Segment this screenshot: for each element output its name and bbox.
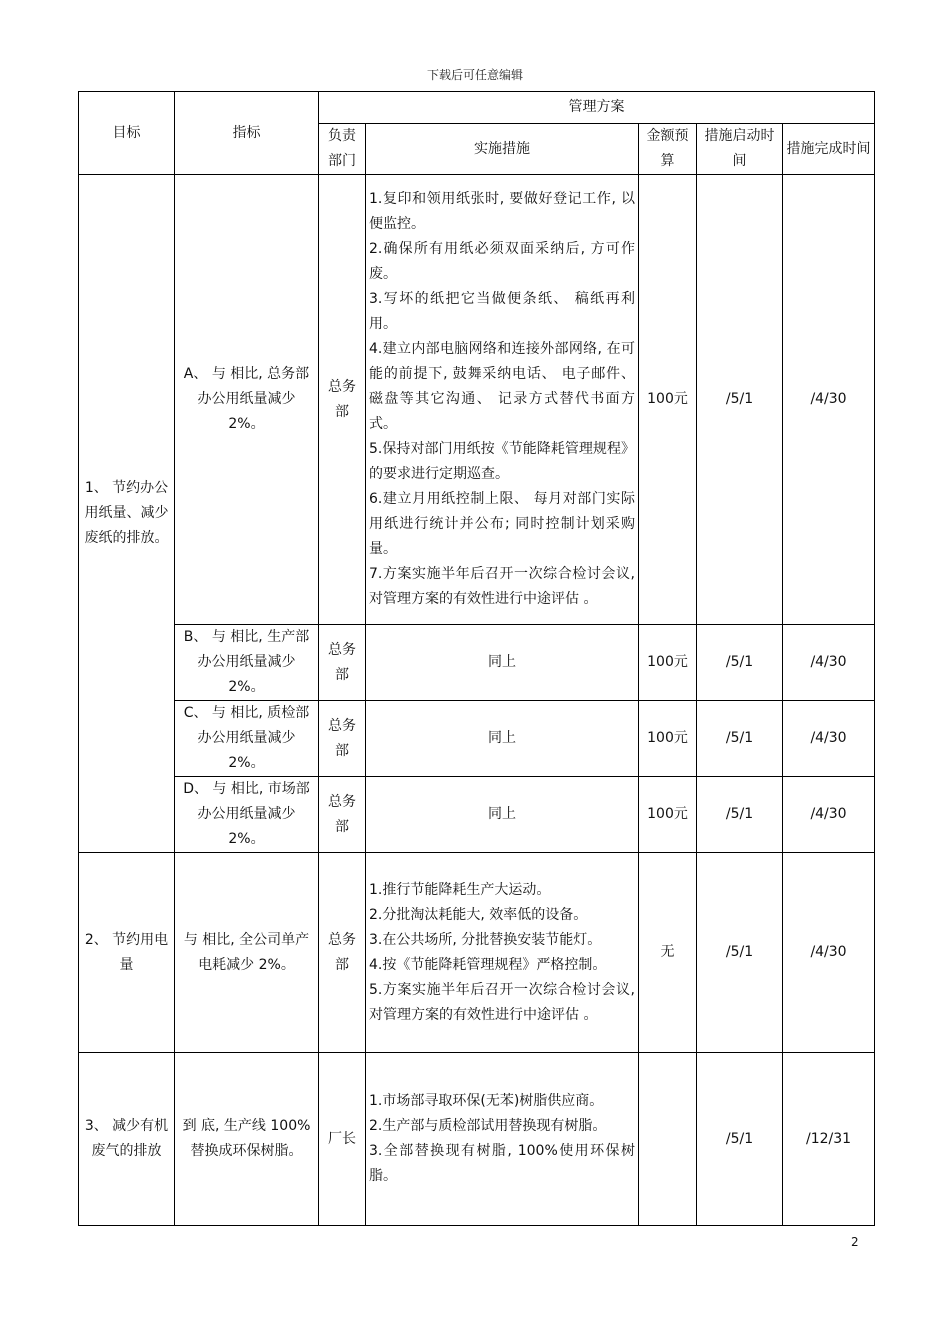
measure-item: 1.推行节能降耗生产大运动。	[369, 881, 551, 898]
budget-cell	[639, 1053, 697, 1226]
start-cell: /5/1	[697, 777, 783, 853]
header-indicator: 指标	[175, 92, 319, 175]
header-note: 下载后可任意编辑	[426, 68, 523, 82]
measure-item: 1.复印和领用纸张时, 要做好登记工作, 以便监控。	[369, 191, 635, 232]
indicator-cell: A、 与 相比, 总务部办公用纸量减少 2%。	[175, 175, 319, 625]
budget-cell: 100元	[639, 625, 697, 701]
table-row	[79, 777, 875, 853]
dept-cell: 厂长	[319, 1053, 366, 1226]
measure-item: 5.保持对部门用纸按《节能降耗管理规程》的要求进行定期巡查。	[369, 441, 635, 482]
dept-cell: 总务部	[319, 777, 366, 853]
page-number: 2	[851, 1235, 859, 1249]
end-cell: /4/30	[783, 625, 875, 701]
measures-cell: 同上	[366, 625, 639, 701]
budget-cell: 100元	[639, 175, 697, 625]
end-cell: /12/31	[783, 1053, 875, 1226]
end-cell: /4/30	[783, 175, 875, 625]
indicator-cell: B、 与 相比, 生产部办公用纸量减少 2%。	[175, 625, 319, 701]
measures-cell	[366, 853, 639, 1053]
goal-cell: 3、 减少有机废气的排放	[79, 1053, 175, 1226]
header-start: 措施启动时间	[697, 124, 783, 175]
header-plan: 管理方案	[319, 92, 875, 124]
table-row	[79, 625, 875, 701]
start-cell: /5/1	[697, 625, 783, 701]
measure-item: 3.全部替换现有树脂, 100%使用环保树脂。	[369, 1143, 635, 1184]
management-plan-table	[78, 91, 875, 1226]
indicator-cell: C、 与 相比, 质检部办公用纸量减少 2%。	[175, 701, 319, 777]
measures-cell	[366, 175, 639, 625]
end-cell: /4/30	[783, 853, 875, 1053]
table-row	[79, 1053, 875, 1226]
table-row	[79, 175, 875, 625]
start-cell: /5/1	[697, 701, 783, 777]
start-cell: /5/1	[697, 1053, 783, 1226]
header-budget: 金额预算	[639, 124, 697, 175]
header-measures: 实施措施	[366, 124, 639, 175]
budget-cell: 无	[639, 853, 697, 1053]
start-cell: /5/1	[697, 853, 783, 1053]
measure-item: 4.建立内部电脑网络和连接外部网络, 在可能的前提下, 鼓舞采纳电话、 电子邮件、 磁盘等其它沟通、 记录方式替代书面方式。	[369, 341, 635, 432]
goal-cell: 1、 节约办公用纸量、减少废纸的排放。	[79, 175, 175, 853]
dept-cell: 总务部	[319, 701, 366, 777]
measure-item: 3.在公共场所, 分批替换安装节能灯。	[369, 931, 602, 948]
table-row	[79, 853, 875, 1053]
measures-cell: 同上	[366, 701, 639, 777]
measure-item: 6.建立月用纸控制上限、 每月对部门实际用纸进行统计并公布; 同时控制计划采购量。	[369, 491, 635, 557]
dept-cell: 总务部	[319, 625, 366, 701]
measure-item: 2.分批淘汰耗能大, 效率低的设备。	[369, 906, 588, 923]
measures-cell	[366, 1053, 639, 1226]
indicator-cell: 到 底, 生产线 100%替换成环保树脂。	[175, 1053, 319, 1226]
header-end: 措施完成时间	[783, 124, 875, 175]
measure-item: 3.写坏的纸把它当做便条纸、 稿纸再利用。	[369, 291, 635, 332]
start-cell: /5/1	[697, 175, 783, 625]
header-goal: 目标	[79, 92, 175, 175]
budget-cell: 100元	[639, 701, 697, 777]
dept-cell: 总务部	[319, 853, 366, 1053]
goal-cell: 2、 节约用电量	[79, 853, 175, 1053]
measures-cell: 同上	[366, 777, 639, 853]
measure-item: 7.方案实施半年后召开一次综合检讨会议, 对管理方案的有效性进行中途评估 。	[369, 566, 635, 607]
indicator-cell: 与 相比, 全公司单产电耗减少 2%。	[175, 853, 319, 1053]
indicator-cell: D、 与 相比, 市场部办公用纸量减少 2%。	[175, 777, 319, 853]
measure-item: 2.确保所有用纸必须双面采纳后, 方可作废。	[369, 241, 635, 282]
measure-item: 4.按《节能降耗管理规程》严格控制。	[369, 956, 607, 973]
measure-item: 2.生产部与质检部试用替换现有树脂。	[369, 1118, 607, 1134]
measure-item: 1.市场部寻取环保(无苯)树脂供应商。	[369, 1093, 604, 1109]
header-dept: 负责部门	[319, 124, 366, 175]
measure-item: 5.方案实施半年后召开一次综合检讨会议, 对管理方案的有效性进行中途评估 。	[369, 981, 635, 1023]
end-cell: /4/30	[783, 701, 875, 777]
end-cell: /4/30	[783, 777, 875, 853]
table-row	[79, 701, 875, 777]
dept-cell: 总务部	[319, 175, 366, 625]
budget-cell: 100元	[639, 777, 697, 853]
